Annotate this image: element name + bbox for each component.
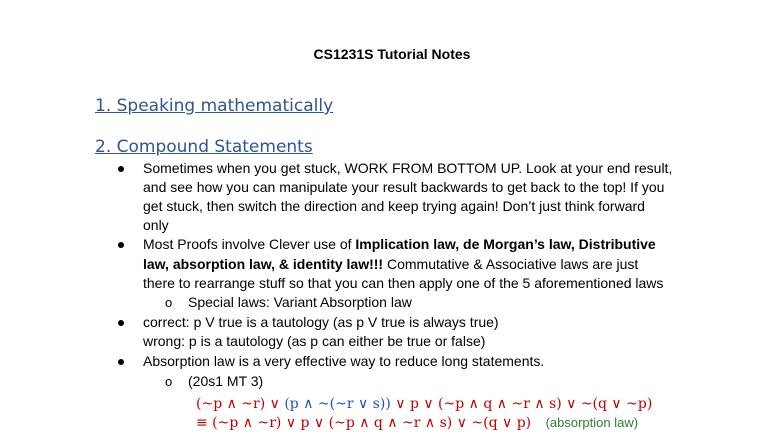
math-line1-part-b: (p ∧ ~(~r ∨ s)) xyxy=(284,396,391,412)
bullet-icon xyxy=(118,359,124,365)
bullet3-line1: correct: p V true is a tautology (as p V true is always true) xyxy=(143,314,499,330)
bullet-icon xyxy=(118,242,124,248)
bullet1-line2: and see how you can manipulate your result backwards to get back to the top! If you xyxy=(143,179,665,195)
bullet2-sub-item: Special laws: Variant Absorption law xyxy=(188,294,412,310)
section-heading-compound-statements: 2. Compound Statements xyxy=(95,137,313,157)
math-line-2 xyxy=(196,415,638,431)
document-title: CS1231S Tutorial Notes xyxy=(313,46,471,62)
bullet2-line1-text: Most Proofs involve Clever use of xyxy=(143,236,356,252)
bullet3-line2: wrong: p is a tautology (as p can either be true or false) xyxy=(143,333,486,349)
bullet-icon xyxy=(118,320,124,326)
bullet1-line1: Sometimes when you get stuck, WORK FROM BOTTOM UP. Look at your end result, xyxy=(143,160,673,176)
bullet1-line4: only xyxy=(143,217,169,233)
bullet4-line1: Absorption law is a very effective way to reduce long statements. xyxy=(143,353,545,369)
bullet2-line3: there to rearrange stuff so that you can then apply one of the 5 aforementioned laws xyxy=(143,275,664,291)
math-line1-part-a: (~p ∧ ~r) ∨ xyxy=(196,396,285,412)
bullet2-line2-bold: law, absorption law, & identity law!!! xyxy=(143,256,384,272)
math-line-1 xyxy=(196,396,652,412)
math-line2-expr: ≡ (~p ∧ ~r) ∨ p ∨ (~p ∧ q ∧ ~r ∧ s) ∨ ~(q ∨ p) xyxy=(196,415,532,431)
bullet2-line1-bold: Implication law, de Morgan’s law, Distributive xyxy=(355,236,656,252)
sub-bullet-marker: o xyxy=(165,374,173,389)
sub-bullet-marker: o xyxy=(165,295,173,310)
bullet2-line1 xyxy=(143,236,656,252)
bullet2-line2 xyxy=(143,256,638,272)
bullet-icon xyxy=(118,166,124,172)
math-line2-note: (absorption law) xyxy=(545,415,639,430)
bullet2-line2-text: Commutative & Associative laws are just xyxy=(383,256,639,272)
section-heading-speaking-mathematically: 1. Speaking mathematically xyxy=(95,96,334,116)
math-line1-part-c: ∨ p ∨ (~p ∧ q ∧ ~r ∧ s) ∨ ~(q ∨ ~p) xyxy=(390,396,653,412)
bullet1-line3: get stuck, then switch the direction and keep trying again! Don’t just think forward xyxy=(143,198,645,214)
bullet4-sub-item: (20s1 MT 3) xyxy=(188,373,264,389)
